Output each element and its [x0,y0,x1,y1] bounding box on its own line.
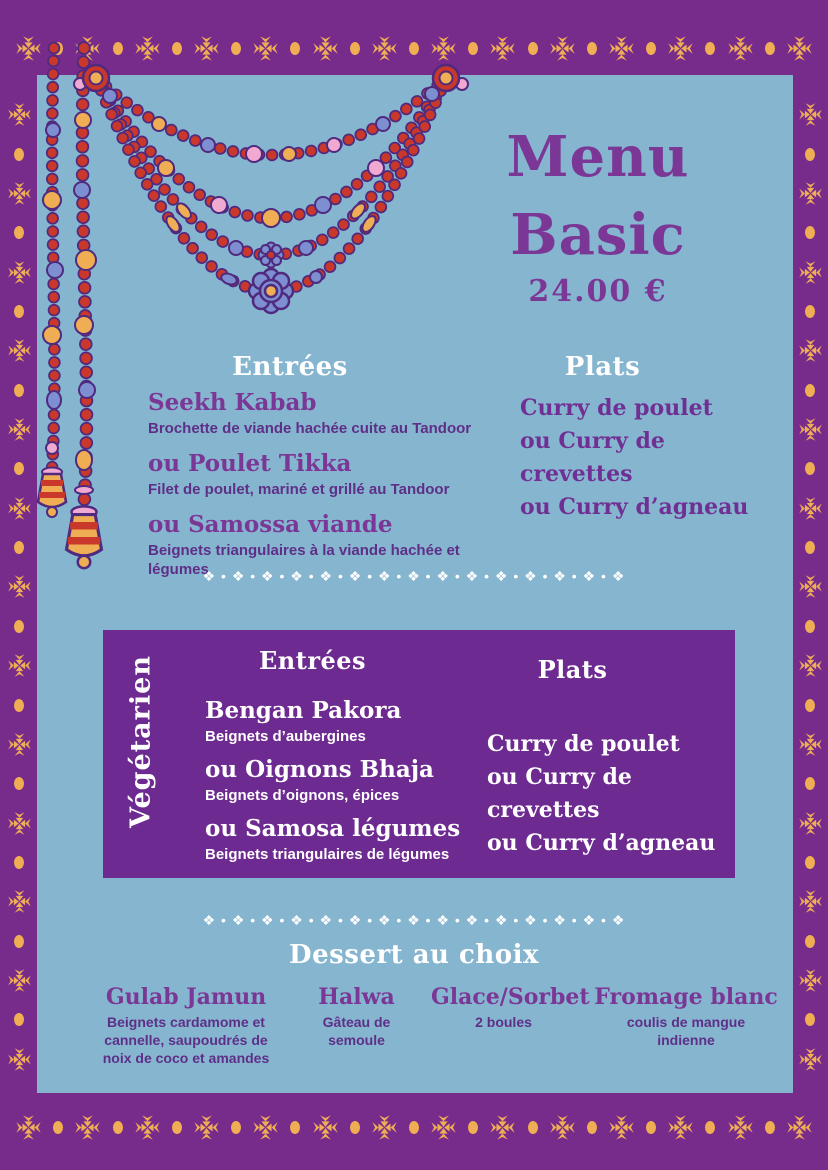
veg-entrees-list [205,698,495,864]
item-description: Beignets d’aubergines [205,728,366,745]
plat-item: ou Curry de crevettes [520,428,665,487]
star-flake-icon [798,732,823,757]
star-flake-icon [798,181,823,206]
dot-icon [646,42,656,55]
dot-icon [805,541,815,554]
dot-icon [14,541,24,554]
item-name: ou Samosa légumes [205,815,461,842]
star-flake-icon [549,35,576,62]
bell-small [38,468,66,518]
star-flake-icon [667,35,694,62]
dessert-row [88,985,788,1067]
star-flake-icon [798,889,823,914]
dot-icon [805,462,815,475]
border-bottom [4,1098,824,1156]
star-flake-icon [252,35,279,62]
star-flake-icon [7,889,32,914]
dot-icon [805,148,815,161]
dessert-description: Gâteau de semoule [322,1014,391,1048]
dot-icon [528,42,538,55]
bell-big [67,506,102,568]
item-description: Beignets triangulaires de légumes [205,846,450,863]
item-description: Beignets triangulaires à la viande hachée et légumes [148,542,460,578]
star-flake-icon [15,35,42,62]
star-flake-icon [7,968,32,993]
item-name: ou Oignons Bhaja [205,756,434,783]
dot-icon [14,1013,24,1026]
star-flake-icon [489,1114,516,1141]
bead-garland-illustration [26,70,496,590]
star-flake-icon [798,968,823,993]
dot-icon [468,42,478,55]
dot-icon [705,1121,715,1134]
menu-item [205,698,495,746]
dot-icon [805,856,815,869]
ornament-divider: ❖ • ❖ • ❖ • ❖ • ❖ • ❖ • ❖ • ❖ • ❖ • ❖ • ❖ • ❖ • ❖ • ❖ • ❖ [202,912,626,928]
dot-icon [14,699,24,712]
star-flake-icon [786,35,813,62]
item-description: Beignets d’oignons, épices [205,787,400,804]
plat-item: ou Curry d’agneau [487,830,716,856]
star-flake-icon [134,35,161,62]
item-description: Filet de poulet, mariné et grillé au Tandoor [148,481,450,498]
dot-icon [765,1121,775,1134]
dot-icon [805,226,815,239]
dot-icon [14,620,24,633]
dot-icon [231,42,241,55]
star-flake-icon [371,35,398,62]
dot-icon [290,1121,300,1134]
star-flake-icon [608,35,635,62]
dessert-header: Dessert au choix [289,940,539,970]
menu-price: 24.00 € [528,274,668,309]
dot-icon [290,42,300,55]
dot-icon [231,1121,241,1134]
star-flake-icon [608,1114,635,1141]
dot-icon [646,1121,656,1134]
dot-icon [113,42,123,55]
plats-list [520,392,750,524]
plat-item: ou Curry d’agneau [520,494,749,520]
star-flake-icon [193,35,220,62]
flower-pendant-small [259,243,284,268]
star-flake-icon [193,1114,220,1141]
dot-icon [14,856,24,869]
entrees-header: Entrées [232,352,348,382]
item-name: ou Samossa viande [148,511,393,538]
dot-icon [805,620,815,633]
dot-icon [805,777,815,790]
dot-icon [805,384,815,397]
dot-icon [14,777,24,790]
star-flake-icon [798,102,823,127]
star-flake-icon [798,260,823,285]
star-flake-icon [798,653,823,678]
dessert-item [294,985,419,1067]
dessert-name: Halwa [318,984,395,1010]
star-flake-icon [727,35,754,62]
plats-header: Plats [564,352,641,382]
plat-item: Curry de poulet [487,731,680,757]
star-flake-icon [798,811,823,836]
dot-icon [113,1121,123,1134]
dessert-description: coulis de mangue indienne [626,1014,746,1048]
star-flake-icon [7,653,32,678]
ornament-divider: ❖ • ❖ • ❖ • ❖ • ❖ • ❖ • ❖ • ❖ • ❖ • ❖ • ❖ • ❖ • ❖ • ❖ • ❖ [202,568,626,584]
dot-icon [14,384,24,397]
vegetarian-label: Végétarien [125,655,157,829]
dessert-item [88,985,284,1067]
dot-icon [587,1121,597,1134]
dot-icon [172,42,182,55]
star-flake-icon [786,1114,813,1141]
star-flake-icon [7,1047,32,1072]
dot-icon [805,305,815,318]
dessert-item [591,985,781,1067]
item-name: Bengan Pakora [205,697,402,724]
star-flake-icon [7,732,32,757]
dessert-name: Glace/Sorbet [431,984,590,1010]
dot-icon [14,462,24,475]
plat-item: ou Curry de crevettes [487,764,632,823]
menu-item [205,757,495,805]
dot-icon [350,42,360,55]
dot-icon [468,1121,478,1134]
menu-title-line2: Basic [510,202,686,268]
star-flake-icon [798,496,823,521]
item-name: ou Poulet Tikka [148,450,352,477]
flower-pendant-big [249,269,293,313]
dot-icon [765,42,775,55]
border-top [4,22,824,74]
item-name: Seekh Kabab [148,389,317,416]
veg-plats-header: Plats [537,655,608,684]
dessert-name: Gulab Jamun [105,984,267,1010]
dot-icon [587,42,597,55]
star-flake-icon [798,338,823,363]
dessert-name: Fromage blanc [594,984,778,1010]
dessert-description: 2 boules [475,1014,532,1030]
dot-icon [805,699,815,712]
dot-icon [528,1121,538,1134]
dot-icon [350,1121,360,1134]
star-flake-icon [312,1114,339,1141]
star-flake-icon [15,1114,42,1141]
star-flake-icon [252,1114,279,1141]
dessert-item [431,984,590,1067]
veg-plats-list [487,728,727,860]
menu-title [478,118,718,274]
star-flake-icon [371,1114,398,1141]
dessert-description: Beignets cardamome et cannelle, saupoudrés de noix de coco et amandes [102,1014,270,1066]
dot-icon [705,42,715,55]
dot-icon [409,1121,419,1134]
menu-title-line1: Menu [506,124,690,190]
dot-icon [172,1121,182,1134]
star-flake-icon [727,1114,754,1141]
star-flake-icon [798,1047,823,1072]
dot-icon [14,148,24,161]
menu-item [205,816,495,864]
star-flake-icon [430,1114,457,1141]
star-flake-icon [430,35,457,62]
star-flake-icon [7,811,32,836]
dot-icon [805,1013,815,1026]
star-flake-icon [134,1114,161,1141]
star-flake-icon [74,1114,101,1141]
dot-icon [53,1121,63,1134]
item-description: Brochette de viande hachée cuite au Tandoor [148,420,472,437]
dot-icon [14,305,24,318]
dot-icon [409,42,419,55]
veg-entrees-header: Entrées [258,646,367,675]
star-flake-icon [667,1114,694,1141]
star-flake-icon [798,417,823,442]
star-flake-icon [312,35,339,62]
star-flake-icon [489,35,516,62]
dot-icon [14,226,24,239]
star-flake-icon [549,1114,576,1141]
plat-item: Curry de poulet [520,395,713,421]
